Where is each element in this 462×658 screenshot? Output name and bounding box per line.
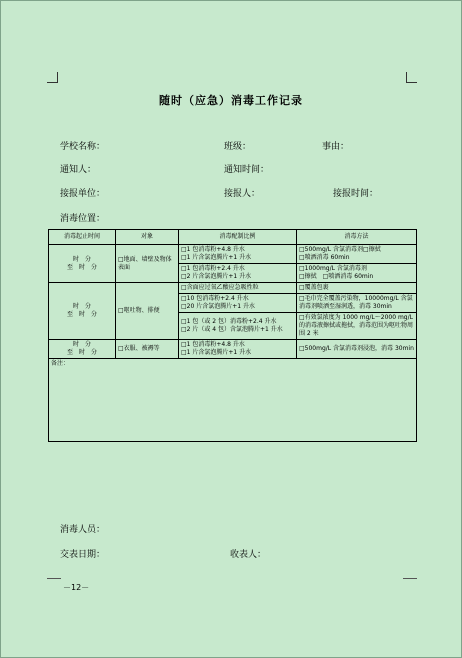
table-header-row [49,230,417,245]
ratio-cell [179,294,297,313]
ratio-option: □10 包消毒粉+2.4 升水 [181,295,249,302]
ratio-cell [179,245,297,264]
ratio-option: □2 片含氯泡腾片+1 升水 [181,273,252,280]
ratio-option: □1 包消毒粉+2.4 升水 [181,265,245,272]
method-cell [297,264,417,283]
ratio-cell [179,340,297,359]
method-cell: □500mg/L 含氯消毒剂浸泡，消毒 30min [297,340,417,359]
table-row [49,283,417,294]
ratio-option: □1 包消毒粉+4.8 升水 [181,341,245,348]
ratio-option: □1 包（或 2 包）消毒粉+2.4 升水 [181,318,277,325]
grade-label: 班级： [224,142,252,152]
ratio-option: □2 片（或 4 包）含氯泡腾片+1 升水 [181,326,283,333]
header-object: 对象 [116,230,179,245]
time-cell [49,340,116,359]
ratio-option: □1 片含氯泡腾片+1 升水 [181,254,252,261]
notify-time-label: 通知时间： [224,165,270,175]
handover-date-label: 交表日期： [60,550,106,560]
time-end: 至 时 分 [66,349,97,356]
ratio-cell [179,313,297,340]
report-unit-label: 接报单位： [60,189,106,199]
ratio-cell: □含面应过氧乙酸应急吸性粒 [179,283,297,294]
ratio-option: □20 片含氯泡腾片+1 升水 [181,303,255,310]
ratio-option: □1 片含氯泡腾片+1 升水 [181,349,252,356]
note-row [49,359,417,442]
time-cell [49,245,116,283]
reporter-label: 接报人： [224,189,261,199]
time-start: 时 分 [72,303,91,310]
school-name-label: 学校名称： [60,142,106,152]
page-number: －12－ [63,583,90,592]
object-cell: □衣服、被褥等 [116,340,179,359]
method-option: □喷洒消毒 60min [299,254,350,261]
crop-mark-top-left [47,72,58,83]
method-option: □1000mg/L 含氯消毒剂 [299,265,367,272]
header-time: 消毒起止时间 [49,230,116,245]
time-start: 时 分 [72,341,91,348]
time-start: 时 分 [72,255,91,263]
crop-mark-bottom-right [403,578,417,579]
object-cell: □呕吐物、排便 [116,283,179,340]
method-option: □500mg/L 含氯消毒剂□擦拭 [299,246,381,253]
header-ratio: 消毒配制比例 [179,230,297,245]
ratio-cell [179,264,297,283]
notifier-label: 通知人： [60,165,97,175]
table-row [49,340,417,359]
method-option: □擦拭 □喷洒消毒 60min [299,273,374,280]
header-method: 消毒方法 [297,230,417,245]
method-cell [297,245,417,264]
crop-mark-bottom-left [47,578,61,579]
ratio-option: □1 包消毒粉+4.8 升水 [181,246,245,253]
receiver-label: 收表人： [230,550,267,560]
time-end: 至 时 分 [66,311,97,318]
report-time-label: 接报时间： [333,189,379,199]
method-cell: □覆盖包裹 [297,283,417,294]
location-label: 消毒位置： [60,214,106,224]
object-cell: □地面、墙壁及物体表面 [116,245,179,283]
crop-mark-top-right [406,72,417,83]
page-title: 随时（应急）消毒工作记录 [159,94,303,107]
method-cell: □有效氯浓度为 1000 mg/L～2000 mg/L 的消毒液擦拭或拖拭，消毒范围为呕吐物周围 2 米 [297,313,417,340]
disinfection-record-table [48,229,417,442]
note-cell: 备注： [49,359,417,442]
table-row [49,245,417,264]
time-cell [49,283,116,340]
method-cell: □毛巾完全覆盖污染物，10000mg/L 含氯消毒剂喷洒至湿润透，消毒 30min [297,294,417,313]
event-label: 事由： [322,142,350,152]
personnel-label: 消毒人员： [60,525,106,535]
time-end: 至 时 分 [66,263,97,271]
